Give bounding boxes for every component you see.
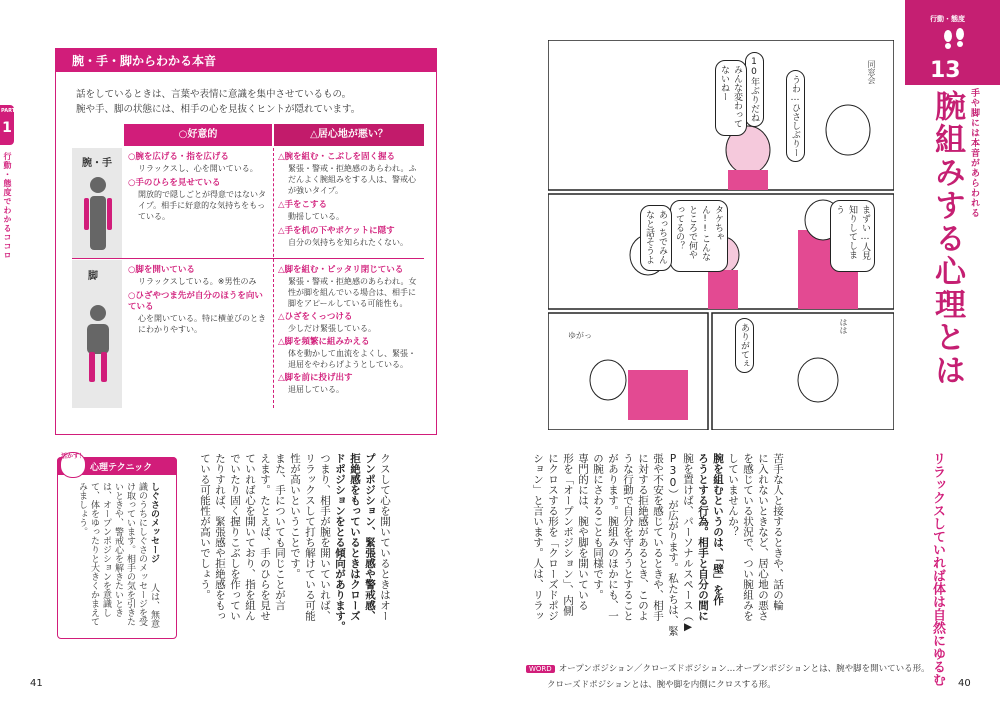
body-line: ている可能性が高いでしょう。 — [199, 453, 211, 600]
sign-description: 緊張・警戒・拒絶感のあらわれ。ふだんよく腕組みをする人は、警戒心が強いタイプ。 — [288, 164, 417, 195]
manga-sfx: ゆがっ — [568, 331, 592, 340]
cell-hand-good — [128, 152, 268, 222]
speech-bubble: まずい…人見知りしてしまう — [830, 200, 875, 272]
sign-description: 少しだけ緊張している。 — [288, 324, 376, 333]
body-line: 拒絶感をもっているときはクローズ — [349, 453, 361, 621]
figure-legs-icon — [84, 304, 112, 384]
chapter-category: 行動・態度 — [930, 15, 965, 23]
body-line: ドポジションをとる傾向があります。 — [334, 453, 346, 632]
body-line: 性が高いということです。 — [289, 453, 301, 579]
body-line: に入れないときなど、居心地の悪さ — [757, 453, 769, 621]
cell-leg-good — [128, 265, 268, 335]
column-header-bad: △居心地が悪い？ — [274, 124, 424, 146]
sign-description: リラックスし、心を開いている。 — [138, 164, 258, 173]
speech-bubble: 10年ぶりだね — [745, 52, 764, 127]
sign-heading: △脚を頻繁に組みかえる — [278, 337, 370, 347]
technique-body: 人は、無意識のうちにしぐさのメッセージを受け取っています。相手の気を引きたいときや、警戒心を解きたいときは、オープンポジションを意識して、体をゆったりと大きくかまえてみましょう。 — [77, 482, 159, 628]
table-intro-line: 話をしているときは、言葉や表情に意識を集中させているもの。 — [76, 89, 352, 100]
sign-description: 開放的で隠しごとが得意ではないタイプ。相手に好意的な気持ちをもっている。 — [138, 190, 266, 221]
word-tag: WORD — [526, 665, 555, 673]
sign-heading: ○腕を広げる・指を広げる — [128, 152, 229, 162]
body-line: に対する拒絶感があるとき、このよ — [637, 453, 649, 621]
sign-heading: ○手のひらを見せている — [128, 178, 221, 188]
body-line: していませんか？ — [727, 453, 739, 537]
body-line: を感じている状況で、つい腕組みを — [742, 453, 754, 621]
body-line: ていれば心を開いており、指を組ん — [244, 453, 256, 621]
sign-heading: △脚を組む・ピッタリ閉じている — [278, 265, 404, 275]
sign-description: 動揺している。 — [288, 212, 344, 221]
body-line: うな行動で自分を守ろうとすること — [622, 453, 634, 621]
body-line: クスして心を開いているときはオー — [379, 453, 391, 621]
technique-badge: 活かす！ — [60, 452, 86, 478]
body-line: ろうとする行為。相手と自分の間に — [697, 453, 709, 621]
sign-description: 自分の気持ちを知られたくない。 — [288, 238, 408, 247]
page-number-left: 41 — [30, 678, 43, 689]
body-line: プンポジション、緊張感や警戒感、 — [364, 453, 376, 621]
part-number: 1 — [2, 120, 12, 136]
body-line: の腕にさわることも同様です。 — [592, 453, 604, 600]
manga-sfx: はは — [839, 318, 848, 334]
speech-bubble: ありがてぇ — [735, 318, 754, 373]
body-line: 張や不安を感じているときや、相手 — [652, 453, 664, 621]
row-divider — [72, 258, 424, 259]
cell-leg-bad — [278, 265, 423, 395]
part-label: PART — [1, 108, 16, 114]
word-note-line: クローズドポジションとは、腕や脚を内側にクロスする形。 — [547, 680, 776, 690]
body-line: また、手についても同じことが言 — [274, 453, 286, 611]
body-line: えます。たとえば、手のひらを見せ — [259, 453, 271, 621]
cell-hand-bad — [278, 152, 423, 248]
word-note — [526, 662, 930, 674]
table-intro-line: 腕や手、脚の状態には、相手の心を見抜くヒントが隠れています。 — [76, 104, 361, 115]
footprints-icon — [940, 28, 968, 52]
manga-sfx: 同窓会 — [867, 60, 876, 84]
chapter-number: 13 — [930, 58, 961, 83]
sign-heading: △ひざをくっつける — [278, 312, 353, 322]
body-line: があります。腕組みのほかにも、一 — [607, 453, 619, 621]
row-label-leg: 脚 — [88, 271, 98, 282]
table-title: 腕・手・脚からわかる本音 — [72, 54, 217, 68]
technique-heading: しぐさのメッセージ — [149, 482, 159, 563]
sign-description: リラックスしている。※男性のみ — [138, 277, 257, 286]
body-line: たりすれば、緊張感や拒絶感をもっ — [214, 453, 226, 621]
sign-heading: △手を机の下やポケットに隠す — [278, 226, 395, 236]
body-line: にクロスする形を「クローズドポジ — [547, 453, 559, 621]
sign-description: 心を開いている。特に横並びのときにわかりやすい。 — [138, 314, 266, 334]
speech-bubble: あっちでみんなと話そうよ — [640, 205, 672, 271]
sign-heading: ○脚を開いている — [128, 265, 195, 275]
sign-heading: △脚を前に投げ出す — [278, 373, 353, 383]
row-label-hand: 腕・手 — [82, 158, 112, 169]
body-line: 腕を置けば、パーソナルスペース（▶ — [682, 453, 694, 633]
word-note-line: オープンポジション／クローズドポジション…オープンポジションとは、腕や脚を開いている形。 — [558, 664, 930, 674]
sign-heading: △腕を組む・こぶしを固く握る — [278, 152, 396, 162]
speech-bubble: みんな変わってないねー — [715, 60, 747, 136]
chapter-subtitle: 手や脚には本音があらわれる — [969, 88, 979, 218]
column-header-good: ○好意的 — [124, 124, 272, 146]
body-line: リラックスして打ち解けている可能 — [304, 453, 316, 621]
chapter-title: 腕組みする心理とは — [929, 90, 965, 387]
right-body-text — [530, 453, 785, 655]
body-line: でいたり固く握りこぶしを作ってい — [229, 453, 241, 621]
body-line: 苦手な人と接するときや、話の輪 — [772, 453, 784, 611]
page-number-right: 40 — [958, 678, 971, 689]
body-line: 形を「オープンポジション」、内側 — [562, 453, 574, 616]
sign-description: 体を動かして血流をよくし、緊張・退屈をやわらげようとしている。 — [288, 349, 416, 369]
technique-text — [76, 482, 160, 630]
speech-bubble: うわ…ひさしぶりー — [786, 70, 805, 162]
section-heading: リラックスしていれば体は自然にゆるむ — [930, 452, 945, 686]
sign-heading: ○ひざやつま先が自分のほうを向いている — [128, 291, 263, 312]
body-line: 専門的には、腕や脚を開いている — [577, 453, 589, 611]
body-line: ション」と言います。人は、リラッ — [532, 453, 544, 621]
body-line: P30）が広がります。私たちは、緊 — [667, 453, 679, 636]
body-line: 腕を組むというのは、「壁」を作 — [712, 453, 724, 606]
left-body-text — [197, 453, 392, 683]
sign-description: 退屈している。 — [288, 385, 344, 394]
column-divider — [273, 148, 274, 408]
speech-bubble: タケちゃん!!こんなところで何やってるの？ — [670, 200, 728, 272]
part-side-title: 行動・態度でわかるココロ — [3, 152, 12, 260]
body-line: つまり、相手が腕を開いていれば、 — [319, 453, 331, 621]
sign-description: 緊張・警戒・拒絶感のあらわれ。女性が脚を組んでいる場合は、相手に脚をアピールしている可能性も。 — [288, 277, 417, 308]
technique-title: 心理テクニック — [90, 463, 153, 473]
figure-arms-icon — [84, 176, 112, 252]
sign-heading: △手をこする — [278, 200, 328, 210]
